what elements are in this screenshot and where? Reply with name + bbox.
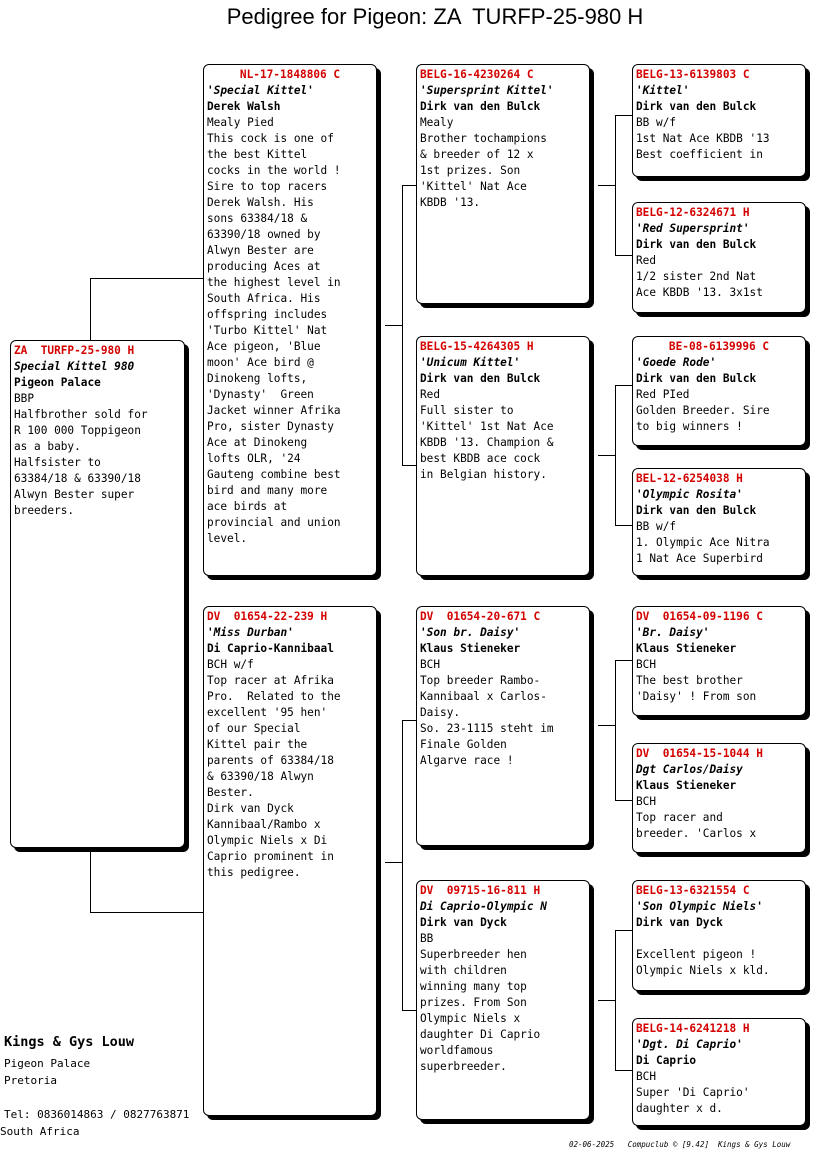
connector-line xyxy=(90,278,204,279)
description-line: BCH xyxy=(636,1070,657,1083)
owner-name: Dirk van Dyck xyxy=(636,916,723,929)
description-line: producing Aces at xyxy=(207,260,321,273)
connector-line xyxy=(615,525,632,526)
description-line: Dirk van Dyck xyxy=(207,802,294,815)
owner-name: Di Caprio-Kannibaal xyxy=(207,642,334,655)
ring-number: BELG-14-6241218 H xyxy=(636,1022,750,1035)
description-line: Caprio prominent in xyxy=(207,850,334,863)
description-line: 'Kittel' Nat Ace xyxy=(420,180,527,193)
description-line: Alwyn Bester are xyxy=(207,244,314,257)
description-line: moon' Ace bird @ xyxy=(207,356,314,369)
description-line: Full sister to xyxy=(420,404,514,417)
owner-name: Pigeon Palace xyxy=(14,376,101,389)
description-line: So. 23-1115 steht im xyxy=(420,722,554,735)
pigeon-card-sire-dam[interactable] xyxy=(416,336,590,576)
pigeon-card-sire-dam-dam[interactable] xyxy=(632,468,806,576)
pigeon-card-dam-sire-sire[interactable] xyxy=(632,606,806,716)
pigeon-name: 'Goede Rode' xyxy=(636,356,717,369)
description-line: Olympic Niels x xyxy=(420,1012,521,1025)
owner-name: Klaus Stieneker xyxy=(636,779,737,792)
connector-line xyxy=(615,385,632,386)
description-line xyxy=(636,931,802,947)
description-line: Top breeder Rambo- xyxy=(420,674,541,687)
pigeon-name: Special Kittel 980 xyxy=(14,360,135,373)
connector-line xyxy=(90,278,91,340)
connector-line xyxy=(615,115,616,255)
description-line: Alwyn Bester super xyxy=(14,488,135,501)
pigeon-card-dam-dam[interactable] xyxy=(416,880,590,1120)
description-line: KBDB '13. Champion & xyxy=(420,436,554,449)
page-title: Pedigree for Pigeon: ZA TURFP-25-980 H xyxy=(226,4,644,29)
connector-line xyxy=(615,385,616,525)
description-line: 1. Olympic Ace Nitra xyxy=(636,536,770,549)
owner-name: Dirk van den Bulck xyxy=(636,372,757,385)
ring-number: BELG-13-6139803 C xyxy=(636,68,750,81)
description-line: BCH w/f xyxy=(207,658,254,671)
pigeon-name: 'Supersprint Kittel' xyxy=(420,84,554,97)
description-line: Ace at Dinokeng xyxy=(207,436,308,449)
pigeon-card-sire-sire-dam[interactable] xyxy=(632,202,806,313)
pigeon-card-sire-sire[interactable] xyxy=(416,64,590,304)
connector-line xyxy=(90,848,91,913)
description-line: R 100 000 Toppigeon xyxy=(14,424,141,437)
connector-line xyxy=(615,800,632,801)
description-line: bird and many more xyxy=(207,484,328,497)
description-line: superbreeder. xyxy=(420,1060,507,1073)
pigeon-card-sire[interactable] xyxy=(203,64,377,576)
connector-line xyxy=(402,720,403,1010)
pigeon-name: 'Olympic Rosita' xyxy=(636,488,743,501)
pigeon-name: 'Kittel' xyxy=(636,84,690,97)
description-line: with children xyxy=(420,964,507,977)
ring-number: NL-17-1848806 C xyxy=(239,68,341,81)
description-line: Red xyxy=(636,254,657,267)
pigeon-name: 'Son br. Daisy' xyxy=(420,626,521,639)
ring-number: DV 09715-16-811 H xyxy=(420,884,541,897)
description-line: Finale Golden xyxy=(420,738,507,751)
pigeon-card-subject[interactable] xyxy=(10,340,185,848)
breeder-info xyxy=(0,1034,190,1140)
description-line: Red xyxy=(420,388,441,401)
pigeon-name: 'Br. Daisy' xyxy=(636,626,710,639)
connector-line xyxy=(598,185,615,186)
description-line: Olympic Niels x Di xyxy=(207,834,328,847)
description-line: Pro, sister Dynasty xyxy=(207,420,334,433)
description-line: 1st Nat Ace KBDB '13 xyxy=(636,132,770,145)
description-line: 63384/18 & 63390/18 xyxy=(14,472,141,485)
description-line: Gauteng combine best xyxy=(207,468,341,481)
pigeon-name: 'Special Kittel' xyxy=(207,84,314,97)
description-line: Daisy. xyxy=(420,706,461,719)
owner-name: Dirk van den Bulck xyxy=(636,100,757,113)
breeder-line: Pretoria xyxy=(4,1074,57,1087)
connector-line xyxy=(598,455,615,456)
description-line: 'Dynasty' Green xyxy=(207,388,314,401)
description-line: to big winners ! xyxy=(636,420,743,433)
breeder-country: South Africa xyxy=(0,1125,80,1138)
description-line: winning many top xyxy=(420,980,527,993)
ring-number: DV 01654-15-1044 H xyxy=(636,747,763,760)
description-line: Derek Walsh. His xyxy=(207,196,314,209)
description-line: offspring includes xyxy=(207,308,328,321)
ring-number: DV 01654-22-239 H xyxy=(207,610,328,623)
breeder-line: Pigeon Palace xyxy=(4,1057,91,1070)
pigeon-card-sire-dam-sire[interactable] xyxy=(632,336,806,446)
ring-number: BE-08-6139996 C xyxy=(668,340,770,353)
connector-line xyxy=(615,255,632,256)
description-line: level. xyxy=(207,532,248,545)
description-line: Superbreeder hen xyxy=(420,948,527,961)
owner-name: Klaus Stieneker xyxy=(636,642,737,655)
connector-line xyxy=(615,115,632,116)
description-line: Top racer and xyxy=(636,811,723,824)
description-line: BB w/f xyxy=(636,520,677,533)
description-line: as a baby. xyxy=(14,440,81,453)
owner-name: Dirk van den Bulck xyxy=(636,238,757,251)
description-line: 'Daisy' ! From son xyxy=(636,690,757,703)
description-line: Kittel pair the xyxy=(207,738,308,751)
description-line: Kannibaal x Carlos- xyxy=(420,690,547,703)
description-line: BB xyxy=(420,932,434,945)
owner-name: Dirk van Dyck xyxy=(420,916,507,929)
description-line: BB w/f xyxy=(636,116,677,129)
description-line: Halfsister to xyxy=(14,456,101,469)
description-line: 1st prizes. Son xyxy=(420,164,521,177)
description-line: Red PIed xyxy=(636,388,690,401)
description-line: excellent '95 hen' xyxy=(207,706,328,719)
ring-number: BELG-16-4230264 C xyxy=(420,68,534,81)
description-line: BCH xyxy=(636,658,657,671)
pigeon-name: 'Miss Durban' xyxy=(207,626,294,639)
description-line: Mealy xyxy=(420,116,454,129)
pigeon-card-dam-sire[interactable] xyxy=(416,606,590,846)
description-line: this pedigree. xyxy=(207,866,301,879)
ring-number: BELG-12-6324671 H xyxy=(636,206,750,219)
connector-line xyxy=(402,185,403,465)
connector-line xyxy=(615,660,616,800)
description-line: in Belgian history. xyxy=(420,468,547,481)
connector-line xyxy=(615,930,616,1070)
pigeon-card-dam-sire-dam[interactable] xyxy=(632,743,806,853)
description-line: Sire to top racers xyxy=(207,180,328,193)
description-line: cocks in the world ! xyxy=(207,164,341,177)
description-line: 1/2 sister 2nd Nat xyxy=(636,270,757,283)
connector-line xyxy=(385,862,402,863)
description-line: sons 63384/18 & xyxy=(207,212,308,225)
pigeon-name: 'Red Supersprint' xyxy=(636,222,750,235)
description-line: Olympic Niels x kld. xyxy=(636,964,770,977)
connector-line xyxy=(615,1070,632,1071)
description-line: South Africa. His xyxy=(207,292,321,305)
description-line: BCH xyxy=(636,795,657,808)
description-line: the best Kittel xyxy=(207,148,308,161)
description-line: daughter x d. xyxy=(636,1102,723,1115)
connector-line xyxy=(615,930,632,931)
description-line: BBP xyxy=(14,392,35,405)
connector-line xyxy=(402,1010,416,1011)
pigeon-name: Di Caprio-Olympic N xyxy=(420,900,547,913)
pigeon-name: 'Unicum Kittel' xyxy=(420,356,521,369)
description-line: provincial and union xyxy=(207,516,341,529)
description-line: prizes. From Son xyxy=(420,996,527,1009)
pigeon-name: 'Dgt. Di Caprio' xyxy=(636,1038,743,1051)
connector-line xyxy=(402,720,416,721)
description-line: Kannibaal/Rambo x xyxy=(207,818,321,831)
connector-line xyxy=(598,725,615,726)
pigeon-card-dam[interactable] xyxy=(203,606,377,1116)
pigeon-name: Dgt Carlos/Daisy xyxy=(636,763,743,776)
description-line: Halfbrother sold for xyxy=(14,408,148,421)
description-line: Best coefficient in xyxy=(636,148,763,161)
description-line: Jacket winner Afrika xyxy=(207,404,341,417)
owner-name: Dirk van den Bulck xyxy=(636,504,757,517)
description-line: 'Kittel' 1st Nat Ace xyxy=(420,420,554,433)
ring-number: DV 01654-20-671 C xyxy=(420,610,541,623)
description-line: Algarve race ! xyxy=(420,754,514,767)
description-line: 63390/18 owned by xyxy=(207,228,321,241)
description-line: Golden Breeder. Sire xyxy=(636,404,770,417)
ring-number: DV 01654-09-1196 C xyxy=(636,610,763,623)
connector-line xyxy=(615,660,632,661)
description-line: breeders. xyxy=(14,504,75,517)
owner-name: Dirk van den Bulck xyxy=(420,372,541,385)
pigeon-card-dam-dam-sire[interactable] xyxy=(632,880,806,991)
ring-number: BELG-15-4264305 H xyxy=(420,340,534,353)
description-line: lofts OLR, '24 xyxy=(207,452,301,465)
description-line: & breeder of 12 x xyxy=(420,148,534,161)
breeder-line xyxy=(4,1089,189,1106)
breeder-name: Kings & Gys Louw xyxy=(4,1034,135,1050)
connector-line xyxy=(385,325,402,326)
owner-name: Di Caprio xyxy=(636,1054,697,1067)
owner-name: Derek Walsh xyxy=(207,100,281,113)
connector-line xyxy=(90,912,204,913)
pigeon-name: 'Son Olympic Niels' xyxy=(636,900,763,913)
ring-number: BEL-12-6254038 H xyxy=(636,472,743,485)
description-line: KBDB '13. xyxy=(420,196,481,209)
description-line: BCH xyxy=(420,658,441,671)
description-line: breeder. 'Carlos x xyxy=(636,827,757,840)
pigeon-card-dam-dam-dam[interactable] xyxy=(632,1018,806,1126)
description-line: of our Special xyxy=(207,722,301,735)
breeder-phone: Tel: 0836014863 / 0827763871 xyxy=(4,1108,190,1121)
connector-line xyxy=(402,185,416,186)
description-line: parents of 63384/18 xyxy=(207,754,334,767)
description-line: the highest level in xyxy=(207,276,341,289)
description-line: Ace pigeon, 'Blue xyxy=(207,340,321,353)
ring-number: ZA TURFP-25-980 H xyxy=(14,344,135,357)
ring-number: BELG-13-6321554 C xyxy=(636,884,750,897)
description-line: 'Turbo Kittel' Nat xyxy=(207,324,328,337)
description-line: Top racer at Afrika xyxy=(207,674,334,687)
pigeon-card-sire-sire-sire[interactable] xyxy=(632,64,806,177)
connector-line xyxy=(402,465,416,466)
description-line: Excellent pigeon ! xyxy=(636,948,757,961)
description-line: worldfamous xyxy=(420,1044,494,1057)
description-line: Dinokeng lofts, xyxy=(207,372,308,385)
description-line: Bester. xyxy=(207,786,254,799)
description-line: & 63390/18 Alwyn xyxy=(207,770,314,783)
description-line: daughter Di Caprio xyxy=(420,1028,541,1041)
description-line: Super 'Di Caprio' xyxy=(636,1086,750,1099)
description-line: 1 Nat Ace Superbird xyxy=(636,552,763,565)
description-line: The best brother xyxy=(636,674,743,687)
description-line: best KBDB ace cock xyxy=(420,452,541,465)
owner-name: Dirk van den Bulck xyxy=(420,100,541,113)
description-line: Brother tochampions xyxy=(420,132,547,145)
description-line: Mealy Pied xyxy=(207,116,274,129)
connector-line xyxy=(598,1000,615,1001)
owner-name: Klaus Stieneker xyxy=(420,642,521,655)
footer-credits: 02-06-2025 Compuclub © [9.42] Kings & Gys Louw xyxy=(569,1140,791,1149)
description-line: ace birds at xyxy=(207,500,288,513)
description-line: This cock is one of xyxy=(207,132,334,145)
description-line: Pro. Related to the xyxy=(207,690,341,703)
description-line: Ace KBDB '13. 3x1st xyxy=(636,286,763,299)
